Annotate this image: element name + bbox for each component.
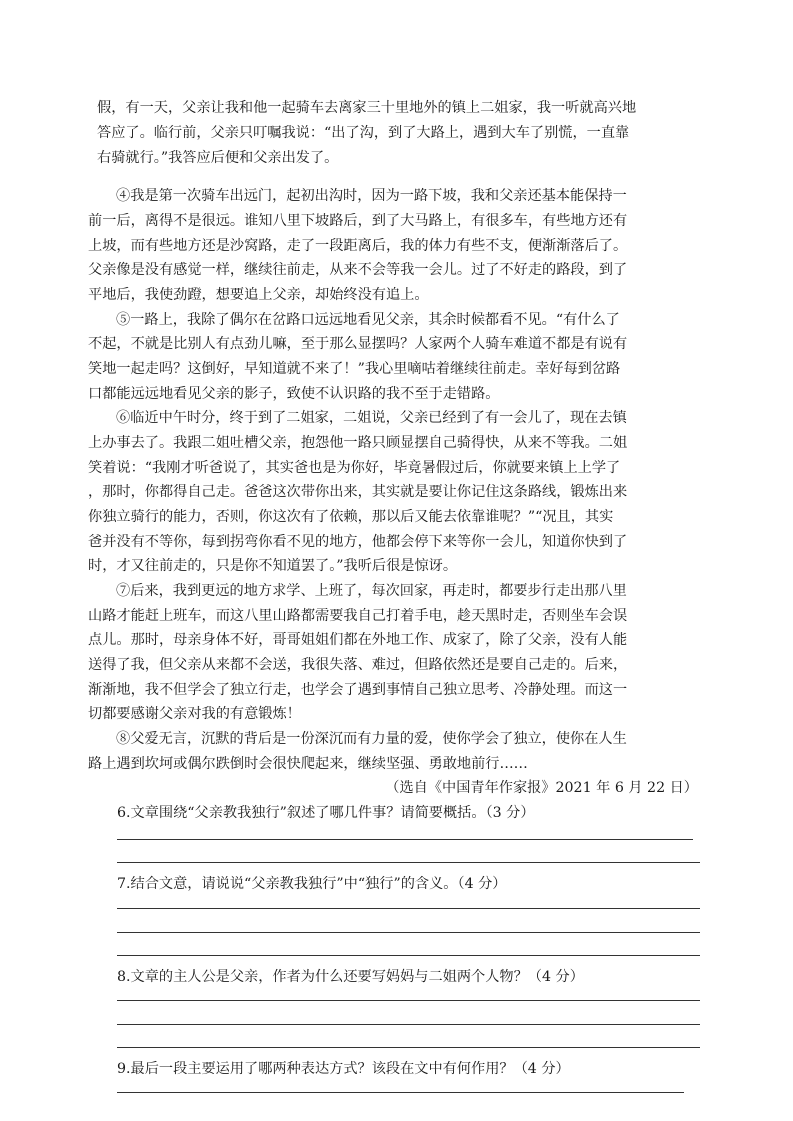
- answer-line[interactable]: [117, 932, 700, 933]
- text-line: 路上遇到坎坷或偶尔跌倒时会很快爬起来，继续坚强、勇敢地前行……: [88, 756, 528, 772]
- answer-line[interactable]: [117, 839, 693, 840]
- text-line: 父亲像是没有感觉一样，继续往前走，从来不会等我一会儿。过了不好走的路段，到了: [88, 262, 628, 278]
- answer-line[interactable]: [117, 1024, 700, 1025]
- question-7: 7.结合文意，请说说“父亲教我独行”中“独行”的含义。（4 分）: [117, 876, 507, 892]
- question-8: 8.文章的主人公是父亲，作者为什么还要写妈妈与二姐两个人物？（4 分）: [117, 969, 584, 985]
- text-line: ⑦后来，我到更远的地方求学、上班了，每次回家，再走时，都要步行走出那八里: [116, 583, 627, 599]
- text-line: 点儿。那时，母亲身体不好，哥哥姐姐们都在外地工作、成家了，除了父亲，没有人能: [88, 632, 628, 648]
- question-9: 9.最后一段主要运用了哪两种表达方式？该段在文中有何作用？（4 分）: [117, 1061, 570, 1077]
- text-line: ⑥临近中午时分，终于到了二姐家，二姐说，父亲已经到了有一会儿了，现在去镇: [116, 410, 627, 426]
- text-line: 爸并没有不等你，每到拐弯你看不见的地方，他都会停下来等你一会儿，知道你快到了: [88, 534, 628, 550]
- text-line: 渐渐地，我不但学会了独立行走，也学会了遇到事情自己独立思考、冷静处理。而这一: [88, 682, 628, 698]
- text-line: 上办事去了。我跟二姐吐槽父亲，抱怨他一路只顾显摆自己骑得快，从来不等我。二姐: [88, 435, 628, 451]
- text-line: 笑着说：“我刚才听爸说了，其实爸也是为你好，毕竟暑假过后，你就要来镇上上学了: [88, 460, 621, 476]
- text-line: 笑地一起走吗？这倒好，早知道就不来了！”我心里嘀咕着继续往前走。幸好每到岔路: [88, 361, 621, 377]
- answer-line[interactable]: [117, 1092, 684, 1093]
- text-line: 上坡，而有些地方还是沙窝路，走了一段距离后，我的体力有些不支，便渐渐落后了。: [88, 238, 628, 254]
- text-line: 答应了。临行前，父亲只叮嘱我说：“出了沟，到了大路上，遇到大车了别慌，一直靠: [97, 125, 630, 141]
- answer-line[interactable]: [117, 955, 700, 956]
- question-6: 6.文章围绕“父亲教我独行”叙述了哪几件事？请简要概括。（3 分）: [117, 805, 535, 821]
- text-line: 不起，不就是比别人有点劲儿嘛，至于那么显摆吗？人家两个人骑车难道不都是有说有: [88, 336, 628, 352]
- answer-line[interactable]: [117, 1000, 700, 1001]
- text-line: 送得了我，但父亲从来都不会送，我很失落、难过，但路依然还是要自己走的。后来，: [88, 657, 628, 673]
- text-line: 前一后，离得不是很远。谁知八里下坡路后，到了大马路上，有很多车，有些地方还有: [88, 213, 628, 229]
- text-line: 口都能远远地看见父亲的影子，致使不认识路的我不至于走错路。: [88, 386, 500, 402]
- text-line: ④我是第一次骑车出远门，起初出沟时，因为一路下坡，我和父亲还基本能保持一: [116, 188, 627, 204]
- text-line: 山路才能赶上班车，而这八里山路都需要我自己打着手电，趁天黑时走，否则坐车会误: [88, 608, 628, 624]
- text-line: 右骑就行。”我答应后便和父亲出发了。: [97, 150, 339, 166]
- text-line: 你独立骑行的能力，否则，你这次有了依赖，那以后又能去依靠谁呢？”“况且，其实: [88, 509, 614, 525]
- answer-line[interactable]: [117, 862, 700, 863]
- text-line: ⑧父爱无言，沉默的背后是一份深沉而有力量的爱，使你学会了独立，使你在人生: [116, 731, 627, 747]
- text-line: 时，才又往前走的，只是你不知道罢了。”我听后很是惊讶。: [88, 558, 458, 574]
- text-line: ⑤一路上，我除了偶尔在岔路口远远地看见父亲，其余时候都看不见。“有什么了: [116, 312, 620, 328]
- text-line: ，那时，你都得自己走。爸爸这次带你出来，其实就是要让你记住这条路线，锻炼出来: [88, 484, 628, 500]
- text-line: 切都要感谢父亲对我的有意锻炼！: [88, 706, 301, 722]
- text-line: 假，有一天，父亲让我和他一起骑车去离家三十里地外的镇上二姐家，我一听就高兴地: [97, 100, 637, 116]
- answer-line[interactable]: [117, 908, 700, 909]
- text-line: 平地后，我使劲蹬，想要追上父亲，却始终没有追上。: [88, 287, 429, 303]
- answer-line[interactable]: [117, 1047, 700, 1048]
- source-citation: （选自《中国青年作家报》2021 年 6 月 22 日）: [385, 780, 698, 796]
